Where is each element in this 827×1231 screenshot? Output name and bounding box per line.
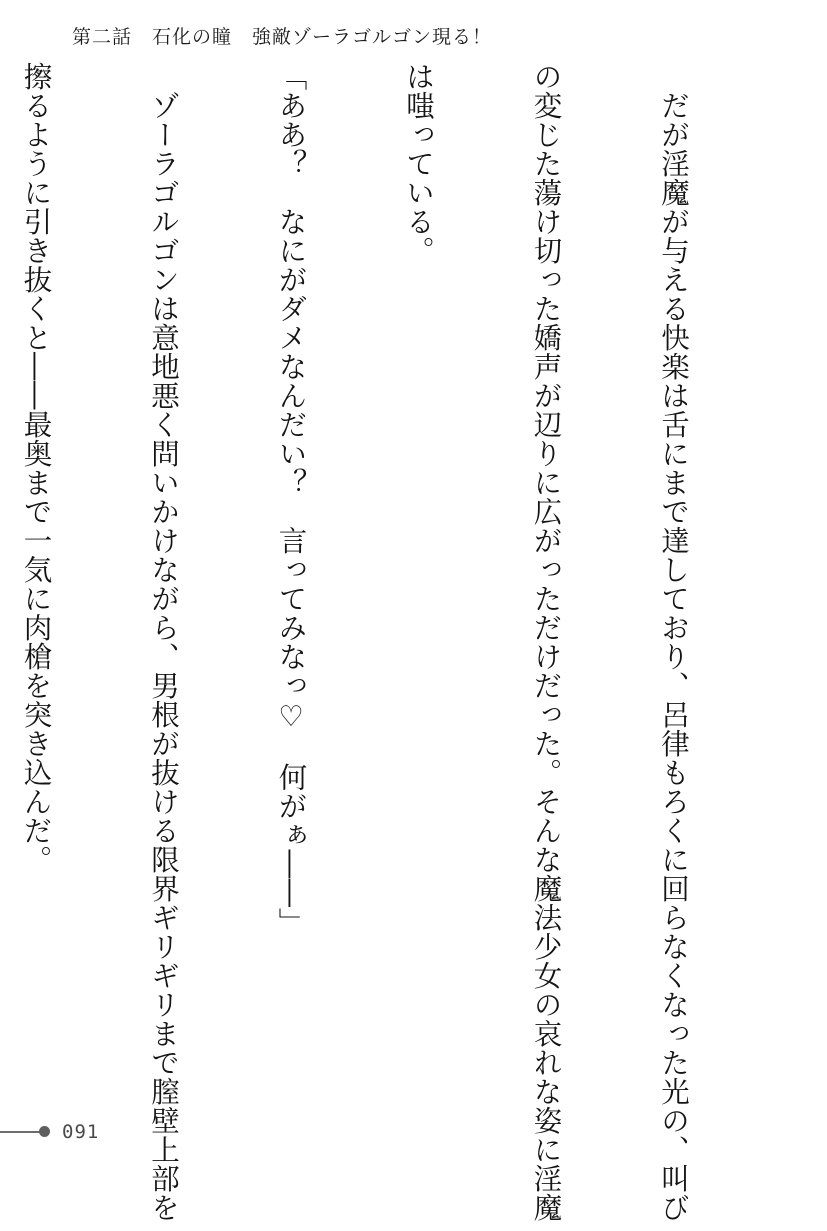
text-line: の変じた蕩け切った嬌声が辺りに広がっただけだった。そんな魔法少女の哀れな姿に淫魔 [529,62,563,1222]
text-line: だが淫魔が与える快楽は舌にまで達しており、呂律もろくに回らなくなった光の、叫び [657,62,690,1222]
text-line: は嗤っている。 [402,62,435,265]
page-number: 091 [62,1121,100,1143]
text-line: 「ああ？ なにがダメなんだい？ 言ってみなっ♡ 何がぁ――」 [274,62,308,937]
folio-dot-icon [39,1126,50,1137]
text-line: 擦るように引き抜くと――最奥まで一気に肉槍を突き込んだ。 [19,62,53,874]
folio-rule [0,1131,42,1133]
running-head-title: 第二話 石化の瞳 強敵ゾーラゴルゴン現る！ [72,26,493,48]
text-line: ゾーラゴルゴンは意地悪く問いかけながら、男根が抜ける限界ギリギリまで膣壁上部を [147,62,180,1222]
